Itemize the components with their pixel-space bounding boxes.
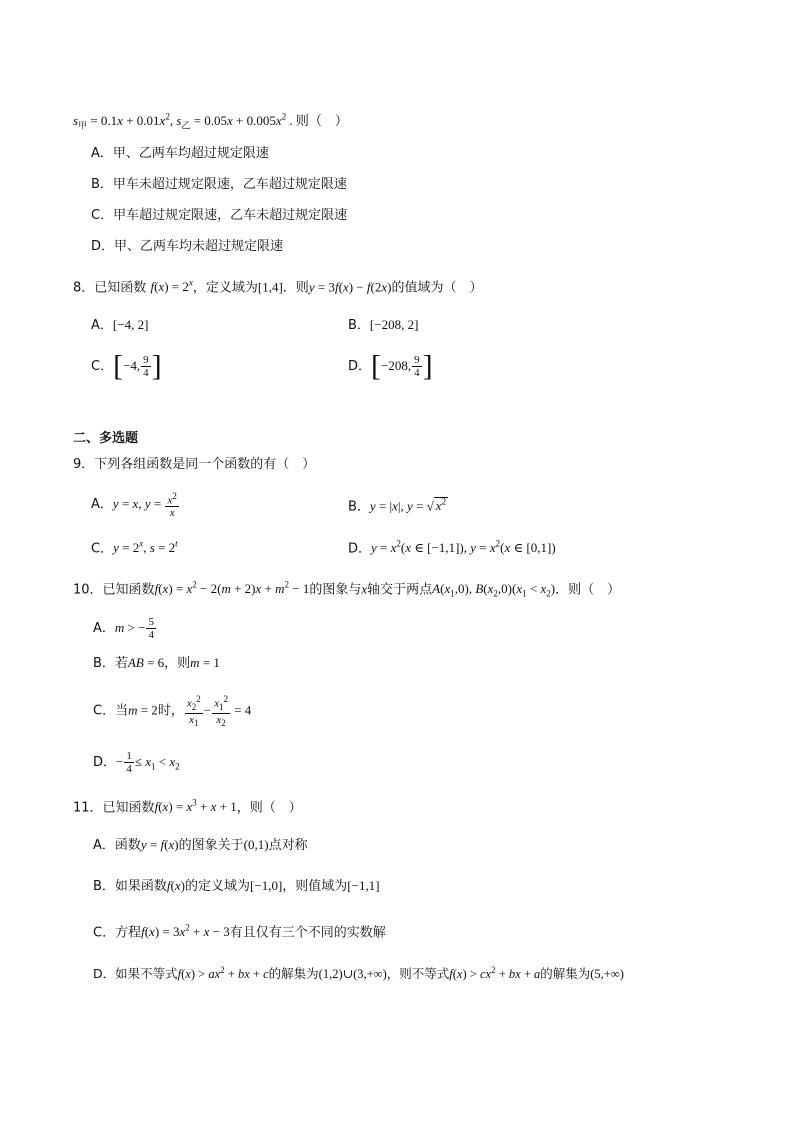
q7-option-b: B．甲车未超过规定限速，乙车超过规定限速 — [91, 177, 347, 192]
q8-option-c: C．[−4, $\frac{9}{4}$ ] — [91, 349, 162, 383]
q10-stem: 10．已知函数$f(x) = x^2 - 2(m + 2)x + m^2 - 1$的图象与x轴交于两点$A(x_1,0)$, $B(x_2,0)(x_1 < x_2)$．则（ ） — [73, 580, 621, 599]
q11-option-b: B．如果函数f(x)的定义域为[−1,0]，则值域为[−1,1] — [93, 878, 380, 894]
q11-option-c: C．方程$f(x) = 3x^2 + x - 3$有且仅有三个不同的实数解 — [93, 923, 386, 941]
q7-option-d: D．甲、乙两车均未超过规定限速 — [91, 239, 284, 254]
q11-option-d: D．如果不等式$f(x) > ax^2$ + bx + c的解集为(1,2)∪(3,+∞)，则不等式$f(x) > cx^2$ + bx + a的解集为(5,+∞) — [93, 965, 624, 982]
q10-option-d: D．− $\frac{1}{4}$ ≤ $x_1 < x_2$ — [93, 750, 180, 775]
q9-option-b: B．y = |x|, y = √ $x^2$ — [348, 497, 447, 515]
q7-option-c: C．甲车超过规定限速，乙车未超过规定限速 — [91, 208, 348, 223]
q8-stem: 8．已知函数 $f(x) = 2^x$，定义域为[1,4]．则y = 3f(x) − f(2x)的值域为（ ） — [73, 278, 483, 296]
q11-option-a: A．函数y = f(x)的图象关于(0,1)点对称 — [93, 837, 308, 853]
section-title: 二、多选题 — [73, 431, 139, 446]
q9-option-c: C．$y = 2^x$, $s = 2^t$ — [91, 539, 178, 557]
q8-option-a: A．[−4, 2] — [91, 317, 149, 333]
q10-option-b: B．若AB = 6，则m = 1 — [93, 655, 220, 671]
q9-stem: 9．下列各组函数是同一个函数的有（ ） — [73, 457, 316, 472]
q7-formula-line — [73, 108, 348, 135]
q8-option-b: B．[−208, 2] — [348, 317, 419, 333]
q10-option-c: C．当m = 2时， $\frac{x_2^2}{x_1}$ − $\frac{x_1^2}{x_2}$ = 4 — [93, 694, 252, 729]
q9-option-a: A．y = x, y = $\frac{x^2}{x}$ — [91, 490, 177, 520]
q10-option-a: A．m > − $\frac{5}{4}$ — [93, 616, 154, 641]
q7-formula: $s_甲 = 0.1x + 0.01x^2$, $s_乙 = 0.05x + 0.005x^2$ . 则（ ） — [73, 112, 348, 131]
q9-option-d: D．$y = x^2(x$ ∈ [−1,1]), $y = x^2(x$ ∈ [0,1]) — [348, 539, 556, 557]
q8-option-d: D．[−208, $\frac{9}{4}$ ] — [348, 349, 433, 383]
q7-option-a: A．甲、乙两车均超过规定限速 — [91, 146, 269, 161]
q11-stem: 11．已知函数$f(x) = x^3 + x + 1$，则（ ） — [73, 798, 302, 816]
